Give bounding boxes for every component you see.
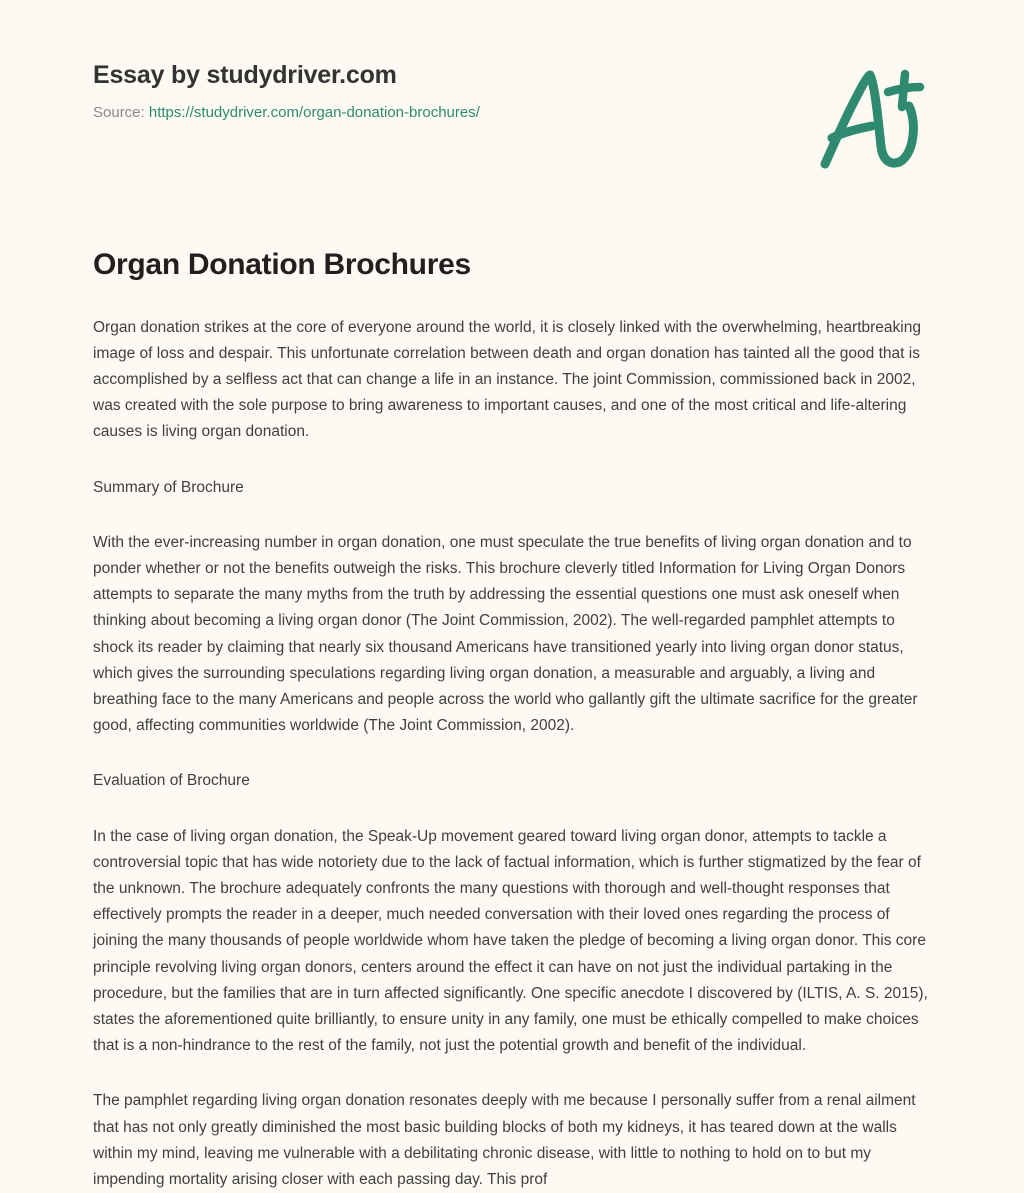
paragraph-personal-reflection: The pamphlet regarding living organ donation resonates deeply with me because I personally suffer from a renal ailment that has not only greatly diminished the most basic building blocks of both my kidneys, it has teared down at the walls within my mind, leaving me vulnerable with a debilitating chronic disease, with little to nothing to hold on to but my impending mortality arising closer with each passing day. This prof — [93, 1092, 916, 1188]
page-header — [93, 60, 933, 123]
a-plus-logo-icon — [812, 62, 932, 174]
paragraph-evaluation: In the case of living organ donation, the Speak-Up movement geared toward living organ donor, attempts to tackle a controversial topic that has wide notoriety due to the lack of factual information, which is further stigmatized by the fear of the unknown. The brochure adequately confronts the many questions with thorough and well-thought responses that effectively prompts the reader in a deeper, much needed conversation with their loved ones regarding the process of joining the many thousands of people worldwide whom have taken the pledge of becoming a living organ donor. This core principle revolving living organ donors, centers around the effect it can have on not just the individual partaking in the procedure, but the families that are in turn affected significantly. One specific anecdote I discovered by (ILTIS, A. S. 2015), states the aforementioned quite brilliantly, to ensure unity in any family, one must be ethically compelled to make choices that is a non-hindrance to the rest of the family, not just the potential growth and benefit of the individual. — [93, 827, 928, 1055]
section-heading-summary: Summary of Brochure — [93, 478, 244, 496]
page-title: Organ Donation Brochures — [93, 248, 471, 281]
a-plus-logo — [812, 62, 932, 174]
paragraph-summary: With the ever-increasing number in organ donation, one must speculate the true benefits of living organ donation and to ponder whether or not the benefits outweigh the risks. This brochure cleverly titled Information for Living Organ Donors attempts to separate the many myths from the truth by addressing the essential questions one must ask oneself when thinking about becoming a living organ donor (The Joint Commission, 2002). The well-regarded pamphlet attempts to shock its reader by claiming that nearly six thousand Americans have transitioned yearly into living organ donor status, which gives the surrounding speculations regarding living organ donation, a measurable and arguably, a living and breathing face to the many Americans and people across the world who gallantly gift the ultimate sacrifice for the greater good, affecting communities worldwide (The Joint Commission, 2002). — [93, 533, 918, 735]
article-body — [93, 246, 931, 1193]
site-heading: Essay by studydriver.com — [93, 61, 397, 89]
paragraph-intro: Organ donation strikes at the core of everyone around the world, it is closely linked with the overwhelming, heartbreaking image of loss and despair. This unfortunate correlation between death and organ donation has tainted all the good that is accomplished by a selfless act that can change a life in an instance. The joint Commission, commissioned back in 2002, was created with the sole purpose to bring awareness to important causes, and one of the most critical and life-altering causes is living organ donation. — [93, 318, 921, 441]
section-heading-evaluation: Evaluation of Brochure — [93, 772, 250, 790]
source-url-link[interactable]: https://studydriver.com/organ-donation-brochures/ — [148, 104, 480, 121]
source-label: Source: — [93, 104, 145, 121]
source-line — [93, 103, 933, 123]
